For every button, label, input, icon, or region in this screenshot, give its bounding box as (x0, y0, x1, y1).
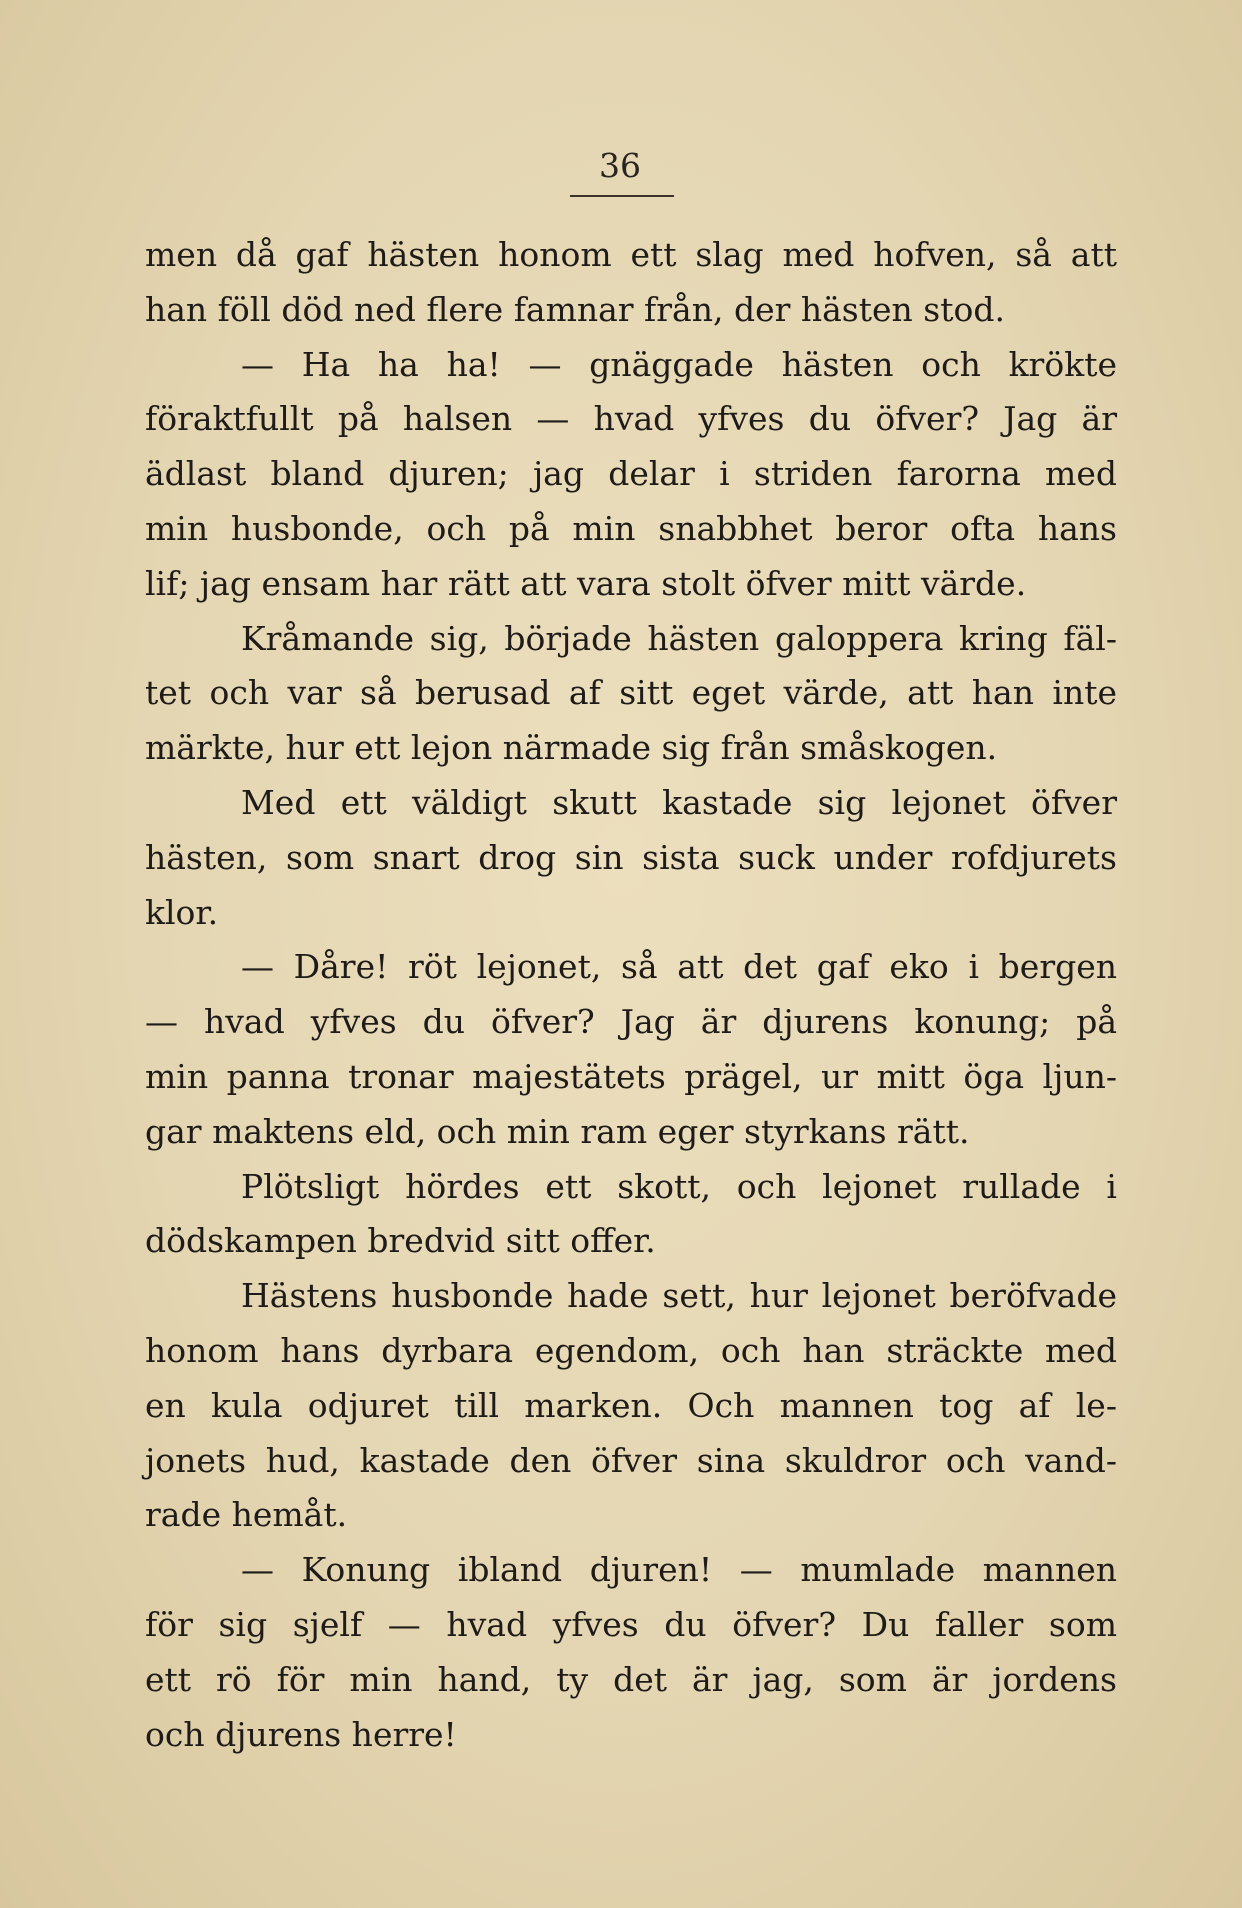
text-line: hästen, som snart drog sin sista suck under rofdjurets (145, 837, 1117, 877)
text-line: lif; jag ensam har rätt att vara stolt öfver mitt värde. (145, 563, 1027, 603)
text-line: och djurens herre! (145, 1714, 457, 1754)
text-line: ädlast bland djuren; jag delar i striden farorna med (145, 454, 1117, 494)
text-line: föraktfullt på halsen — hvad yfves du öfver? Jag är (145, 399, 1117, 439)
text-line: Med ett väldigt skutt kastade sig lejonet öfver (241, 782, 1117, 822)
text-line: tet och var så berusad af sitt eget värde, att han inte (145, 673, 1117, 713)
text-line: jonets hud, kastade den öfver sina skuldror och vand- (145, 1440, 1117, 1480)
text-line: rade hemåt. (145, 1495, 348, 1535)
page-number-rule (570, 195, 674, 197)
page-number: 36 (599, 146, 641, 185)
text-line: honom hans dyrbara egendom, och han sträckte med (145, 1330, 1117, 1370)
body-text (145, 228, 1117, 1762)
text-line: — Konung ibland djuren! — mumlade mannen (241, 1550, 1117, 1590)
text-line: för sig sjelf — hvad yfves du öfver? Du faller som (145, 1604, 1117, 1644)
text-line: Plötsligt hördes ett skott, och lejonet rullade i (241, 1166, 1117, 1206)
text-line: klor. (145, 892, 219, 932)
text-line: han föll död ned flere famnar från, der hästen stod. (145, 289, 1005, 329)
text-line: gar maktens eld, och min ram eger styrkans rätt. (145, 1111, 970, 1151)
text-line: — Ha ha ha! — gnäggade hästen och krökte (241, 344, 1117, 384)
text-line: en kula odjuret till marken. Och mannen tog af le- (145, 1385, 1117, 1425)
text-line: Kråmande sig, började hästen galoppera kring fäl- (241, 618, 1117, 658)
text-line: Hästens husbonde hade sett, hur lejonet beröfvade (241, 1276, 1117, 1316)
text-line: — Dåre! röt lejonet, så att det gaf eko i bergen (241, 947, 1117, 987)
text-line: min panna tronar majestätets prägel, ur mitt öga ljun- (145, 1056, 1117, 1096)
text-line: ett rö för min hand, ty det är jag, som är jordens (145, 1659, 1117, 1699)
text-line: men då gaf hästen honom ett slag med hofven, så att (145, 235, 1117, 274)
text-line: dödskampen bredvid sitt offer. (145, 1221, 656, 1261)
text-line: min husbonde, och på min snabbhet beror ofta hans (145, 508, 1117, 548)
text-line: märkte, hur ett lejon närmade sig från småskogen. (145, 728, 998, 768)
text-line: — hvad yfves du öfver? Jag är djurens konung; på (145, 1002, 1117, 1042)
